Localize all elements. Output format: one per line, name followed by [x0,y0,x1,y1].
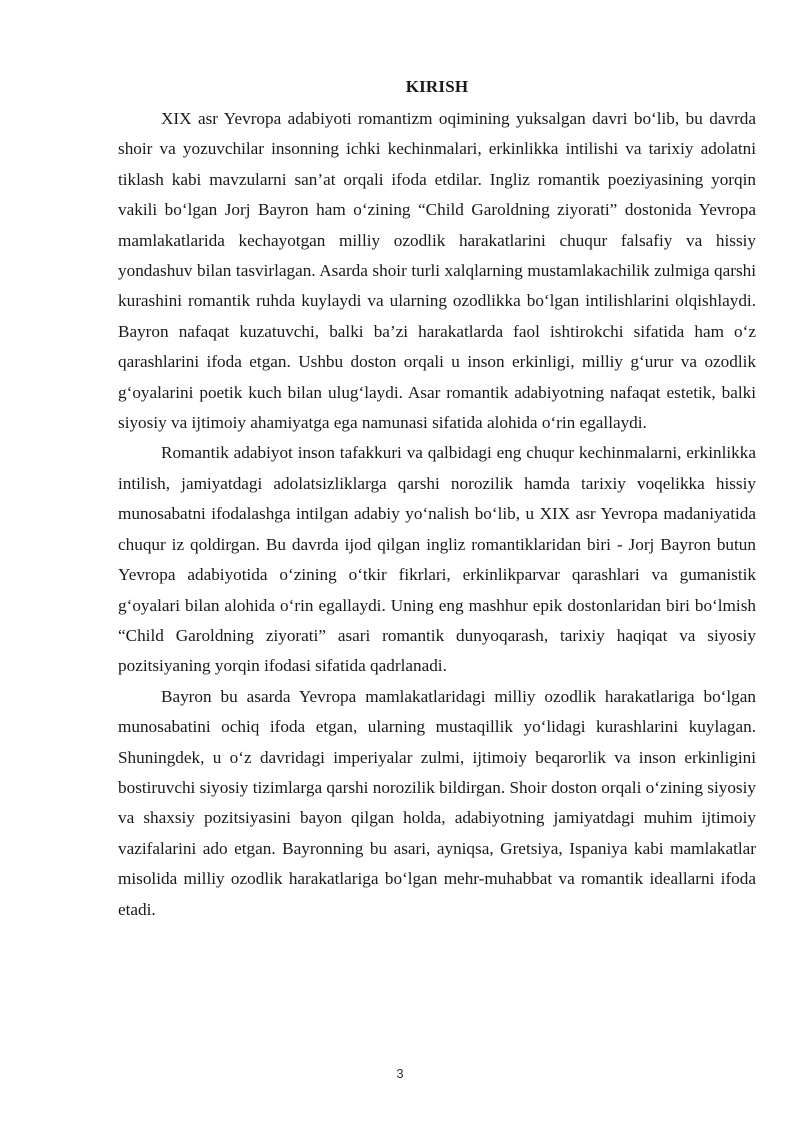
page-number: 3 [396,1066,404,1081]
paragraph-2: Romantik adabiyot inson tafakkuri va qalbidagi eng chuqur kechinmalarni, erkinlikka intilish, jamiyatdagi adolatsizliklarga qarshi norozilik hamda tarixiy voqelikka hissiy munosabatni ifodalashga intilgan adabiy yo‘nalish bo‘lib, u XIX asr Yevropa madaniyatida chuqur iz qoldirgan. Bu davrda ijod qilgan ingliz romantiklaridan biri - Jorj Bayron butun Yevropa adabiyotida o‘zining o‘tkir fikrlari, erkinlikparvar qarashlari va gumanistik g‘oyalari bilan alohida o‘rin egallaydi. Uning eng mashhur epik dostonlaridan biri bo‘lmish “Child Garoldning ziyorati” asari romantik dunyoqarash, tarixiy haqiqat va siyosiy pozitsiyaning yorqin ifodasi sifatida qadrlanadi. [118,443,756,676]
section-title: KIRISH [405,77,469,96]
paragraph-3: Bayron bu asarda Yevropa mamlakatlaridagi milliy ozodlik harakatlariga bo‘lgan munosabatini ochiq ifoda etgan, ularning mustaqillik yo‘lidagi kurashlarini kuylagan. Shuningdek, u o‘z davridagi imperiyalar zulmi, ijtimoiy beqarorlik va inson erkinligini bostiruvchi siyosiy tizimlarga qarshi norozilik bildirgan. Shoir doston orqali o‘zining siyosiy va shaxsiy pozitsiyasini bayon qilgan holda, adabiyotning jamiyatdagi muhim ijtimoiy vazifalarini ado etgan. Bayronning bu asari, ayniqsa, Gretsiya, Ispaniya kabi mamlakatlar misolida milliy ozodlik harakatlariga bo‘lgan mehr-muhabbat va romantik ideallarni ifoda etadi. [118,686,756,919]
page-content [118,76,756,925]
paragraph-1: XIX asr Yevropa adabiyoti romantizm oqimining yuksalgan davri bo‘lib, bu davrda shoir va yozuvchilar insonning ichki kechinmalari, erkinlikka intilishi va tarixiy adolatni tiklash kabi mavzularni san’at orqali ifoda etdilar. Ingliz romantik poeziyasining yorqin vakili bo‘lgan Jorj Bayron ham o‘zining “Child Garoldning ziyorati” dostonida Yevropa mamlakatlarida kechayotgan milliy ozodlik harakatlarini chuqur falsafiy va hissiy yondashuv bilan tasvirlagan. Asarda shoir turli xalqlarning mustamlakachilik zulmiga qarshi kurashini romantik ruhda kuylaydi va ularning ozodlikka bo‘lgan intilishlarini olqishlaydi. Bayron nafaqat kuzatuvchi, balki ba’zi harakatlarda faol ishtirokchi sifatida ham o‘z qarashlarini ifoda etgan. Ushbu doston orqali u inson erkinligi, milliy g‘urur va ozodlik g‘oyalarini poetik kuch bilan ulug‘laydi. Asar romantik adabiyotning nafaqat estetik, balki siyosiy va ijtimoiy ahamiyatga ega namunasi sifatida alohida o‘rin egallaydi. [118,109,756,433]
